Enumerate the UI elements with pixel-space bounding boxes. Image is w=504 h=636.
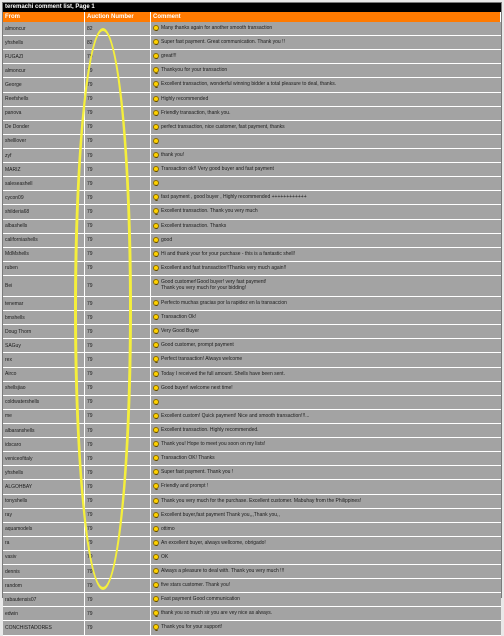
auction-number-cell: 79 xyxy=(85,579,151,592)
smiley-icon xyxy=(153,152,159,158)
comment-text: An excellent buyer, always wellcome, obrigado! xyxy=(161,539,266,546)
auction-number-cell: 79 xyxy=(85,353,151,366)
comment-text: Excellent transaction. Thanks xyxy=(161,222,227,229)
from-cell[interactable]: random xyxy=(3,579,85,592)
comment-text: fast payment , good buyer , Highly recommended ++++++++++++ xyxy=(161,194,307,201)
column-header-from: From xyxy=(3,12,85,22)
comment-text: Friendly transaction, thank you. xyxy=(161,109,231,116)
from-cell[interactable]: Airco xyxy=(3,368,85,381)
smiley-icon xyxy=(153,441,159,447)
comment-cell xyxy=(151,495,501,508)
smiley-icon xyxy=(153,582,159,588)
smiley-icon xyxy=(153,314,159,320)
from-cell[interactable]: panova xyxy=(3,107,85,120)
auction-number-cell: 79 xyxy=(85,50,151,63)
smiley-icon xyxy=(153,399,159,405)
from-cell[interactable]: ra xyxy=(3,537,85,550)
table-row xyxy=(3,205,501,219)
comment-text: Transaction Ok! xyxy=(161,314,197,321)
table-row xyxy=(3,107,501,121)
from-cell[interactable]: De Donder xyxy=(3,121,85,134)
table-row xyxy=(3,593,501,607)
table-row xyxy=(3,551,501,565)
smiley-icon xyxy=(153,110,159,116)
table-header xyxy=(3,12,501,22)
from-cell[interactable]: me xyxy=(3,410,85,423)
from-cell[interactable]: Doug Thorn xyxy=(3,325,85,338)
comment-text: perfect transaction, nice customer, fast payment, thanks xyxy=(161,123,285,130)
smiley-icon xyxy=(153,166,159,172)
from-cell[interactable]: George xyxy=(3,78,85,91)
comment-text: great!!! xyxy=(161,53,177,60)
comment-cell xyxy=(151,607,501,620)
comment-text: Perfect transaction! Always welcome xyxy=(161,356,243,363)
table-row xyxy=(3,36,501,50)
comment-cell xyxy=(151,523,501,536)
comment-text: Super fast payment. Thank you ! xyxy=(161,469,234,476)
comment-cell xyxy=(151,621,501,634)
from-cell[interactable]: tenemar xyxy=(3,297,85,310)
table-row xyxy=(3,149,501,163)
comment-cell xyxy=(151,410,501,423)
smiley-icon xyxy=(153,279,159,285)
auction-number-cell: 79 xyxy=(85,121,151,134)
smiley-icon xyxy=(153,265,159,271)
table-row xyxy=(3,607,501,621)
table-row xyxy=(3,452,501,466)
smiley-icon xyxy=(153,455,159,461)
smiley-icon xyxy=(153,469,159,475)
auction-number-cell: 79 xyxy=(85,107,151,120)
comment-text: Excellent custom! Quick payment! Nice and smooth transaction!!!... xyxy=(161,412,310,419)
from-cell[interactable]: dennis xyxy=(3,565,85,578)
auction-number-cell: 79 xyxy=(85,438,151,451)
smiley-icon xyxy=(153,526,159,532)
auction-number-cell: 79 xyxy=(85,205,151,218)
table-row xyxy=(3,220,501,234)
comment-text: Transaction OK! Thanks xyxy=(161,455,215,462)
comment-cell xyxy=(151,452,501,465)
from-cell[interactable]: idscaro xyxy=(3,438,85,451)
comment-cell xyxy=(151,509,501,522)
table-row xyxy=(3,276,501,297)
from-cell[interactable]: vasiv xyxy=(3,551,85,564)
from-cell[interactable]: almoncur xyxy=(3,22,85,35)
auction-number-cell: 79 xyxy=(85,135,151,148)
smiley-icon xyxy=(153,596,159,602)
comment-cell xyxy=(151,78,501,91)
auction-number-cell: 79 xyxy=(85,276,151,296)
from-cell[interactable]: tonyshells xyxy=(3,495,85,508)
from-cell[interactable]: cycon09 xyxy=(3,191,85,204)
from-cell[interactable]: yhshells xyxy=(3,36,85,49)
comment-cell xyxy=(151,149,501,162)
comment-text: Thank you! Hope to meet you soon on my lists! xyxy=(161,441,266,448)
comment-cell xyxy=(151,163,501,176)
from-cell[interactable]: californiashells xyxy=(3,234,85,247)
comment-cell xyxy=(151,311,501,324)
smiley-icon xyxy=(153,251,159,257)
smiley-icon xyxy=(153,53,159,59)
smiley-icon xyxy=(153,96,159,102)
comment-cell xyxy=(151,262,501,275)
comment-cell xyxy=(151,438,501,451)
auction-number-cell: 79 xyxy=(85,163,151,176)
comment-cell xyxy=(151,64,501,77)
from-cell[interactable]: shellsjiao xyxy=(3,382,85,395)
smiley-icon xyxy=(153,568,159,574)
smiley-icon xyxy=(153,385,159,391)
auction-number-cell: 79 xyxy=(85,149,151,162)
smiley-icon xyxy=(153,300,159,306)
smiley-icon xyxy=(153,208,159,214)
comment-text: Friendly and prompt ! xyxy=(161,483,209,490)
smiley-icon xyxy=(153,81,159,87)
comment-cell xyxy=(151,107,501,120)
from-cell[interactable]: edwin xyxy=(3,607,85,620)
table-row xyxy=(3,262,501,276)
comment-cell xyxy=(151,325,501,338)
auction-number-cell: 82 xyxy=(85,36,151,49)
comment-cell xyxy=(151,537,501,550)
comment-text: Hi and thank your for your purchase - this is a fantastic shell! xyxy=(161,250,295,257)
comment-cell xyxy=(151,353,501,366)
comment-table-body xyxy=(3,22,501,636)
smiley-icon xyxy=(153,512,159,518)
table-row xyxy=(3,353,501,367)
auction-number-cell: 79 xyxy=(85,396,151,409)
table-row xyxy=(3,177,501,191)
comment-text: Perfecto muchas gracias por la rapidez en la transaccion xyxy=(161,299,287,306)
auction-number-cell: 79 xyxy=(85,509,151,522)
column-header-auction-number: Auction Number xyxy=(85,12,151,22)
smiley-icon xyxy=(153,180,159,186)
table-row xyxy=(3,311,501,325)
auction-number-cell: 79 xyxy=(85,339,151,352)
from-cell[interactable]: rex xyxy=(3,353,85,366)
smiley-icon xyxy=(153,25,159,31)
comment-text: ottimo xyxy=(161,525,175,532)
smiley-icon xyxy=(153,237,159,243)
from-cell[interactable]: Reefshells xyxy=(3,93,85,106)
comment-text: Excellent buyer,fast payment Thank you,,,Thank you,, xyxy=(161,511,280,518)
from-cell[interactable]: almoncur xyxy=(3,64,85,77)
page-title: teremachi comment list, Page 1 xyxy=(3,3,501,12)
smiley-icon xyxy=(153,610,159,616)
auction-number-cell: 79 xyxy=(85,311,151,324)
table-row xyxy=(3,163,501,177)
smiley-icon xyxy=(153,342,159,348)
table-row xyxy=(3,248,501,262)
comment-cell xyxy=(151,121,501,134)
comment-cell xyxy=(151,551,501,564)
smiley-icon xyxy=(153,427,159,433)
auction-number-cell: 79 xyxy=(85,297,151,310)
smiley-icon xyxy=(153,138,159,144)
comment-text: Good customer, prompt payment xyxy=(161,342,234,349)
table-row xyxy=(3,509,501,523)
comment-text: Thankyou for your transaction xyxy=(161,67,228,74)
auction-number-cell: 79 xyxy=(85,495,151,508)
comment-text: Fast payment Good communication xyxy=(161,596,240,603)
from-cell[interactable]: ALGOHBAY xyxy=(3,480,85,493)
table-row xyxy=(3,424,501,438)
auction-number-cell: 79 xyxy=(85,410,151,423)
auction-number-cell: 79 xyxy=(85,480,151,493)
table-row xyxy=(3,325,501,339)
auction-number-cell: 79 xyxy=(85,262,151,275)
from-cell[interactable]: MdMshells xyxy=(3,248,85,261)
auction-number-cell: 79 xyxy=(85,565,151,578)
comment-list-sheet xyxy=(2,2,502,632)
from-cell[interactable]: saleseashell xyxy=(3,177,85,190)
comment-text: Excellent and fast transaction!!Thanks very much again!! xyxy=(161,264,287,271)
table-row xyxy=(3,93,501,107)
comment-cell xyxy=(151,36,501,49)
from-cell[interactable]: yhshells xyxy=(3,466,85,479)
auction-number-cell: 79 xyxy=(85,177,151,190)
smiley-icon xyxy=(153,624,159,630)
comment-cell xyxy=(151,234,501,247)
comment-cell xyxy=(151,191,501,204)
auction-number-cell: 82 xyxy=(85,22,151,35)
comment-cell xyxy=(151,565,501,578)
smiley-icon xyxy=(153,328,159,334)
auction-number-cell: 79 xyxy=(85,593,151,606)
smiley-icon xyxy=(153,554,159,560)
comment-text: five stars customer. Thank you! xyxy=(161,582,231,589)
comment-text: Always a pleasure to deal with. Thank you very much !!! xyxy=(161,568,285,575)
table-row xyxy=(3,339,501,353)
comment-text: Many thanks again for another smooth transaction xyxy=(161,25,273,31)
table-row xyxy=(3,297,501,311)
comment-text: Thank you very much for the purchase. Excellent customer. Mabuhay from the Philippines! xyxy=(161,497,362,504)
comment-cell xyxy=(151,297,501,310)
comment-cell xyxy=(151,339,501,352)
auction-number-cell: 79 xyxy=(85,523,151,536)
smiley-icon xyxy=(153,67,159,73)
from-cell[interactable]: shilderia68 xyxy=(3,205,85,218)
table-row xyxy=(3,368,501,382)
table-row xyxy=(3,466,501,480)
smiley-icon xyxy=(153,483,159,489)
comment-cell xyxy=(151,205,501,218)
comment-text: Excellent transaction. Thank you very much xyxy=(161,208,258,215)
table-row xyxy=(3,191,501,205)
comment-text: good xyxy=(161,236,173,243)
auction-number-cell: 79 xyxy=(85,424,151,437)
from-cell[interactable]: MARIZ xyxy=(3,163,85,176)
comment-cell xyxy=(151,276,501,296)
smiley-icon xyxy=(153,124,159,130)
table-row xyxy=(3,410,501,424)
from-cell[interactable]: coldwatershells xyxy=(3,396,85,409)
auction-number-cell: 79 xyxy=(85,220,151,233)
auction-number-cell: 79 xyxy=(85,537,151,550)
table-row xyxy=(3,121,501,135)
table-row xyxy=(3,135,501,149)
table-row xyxy=(3,78,501,92)
from-cell[interactable]: zyf xyxy=(3,149,85,162)
column-header-comment: Comment xyxy=(151,12,501,22)
from-cell[interactable]: rabautensis07 xyxy=(3,593,85,606)
comment-text: Good customer!Good buyer! very fast payment! Thank you very much for your bidding! xyxy=(161,278,267,291)
table-row xyxy=(3,382,501,396)
comment-text: thank you so much sir you are vey nice as always. xyxy=(161,610,273,617)
comment-text: OK xyxy=(161,553,169,560)
table-row xyxy=(3,64,501,78)
auction-number-cell: 79 xyxy=(85,452,151,465)
comment-cell xyxy=(151,135,501,148)
smiley-icon xyxy=(153,39,159,45)
comment-cell xyxy=(151,220,501,233)
comment-text: Transaction ok!! Very good buyer and fast payment xyxy=(161,166,274,173)
comment-cell xyxy=(151,593,501,606)
smiley-icon xyxy=(153,498,159,504)
auction-number-cell: 79 xyxy=(85,382,151,395)
comment-cell xyxy=(151,177,501,190)
comment-text: Thank you for your support! xyxy=(161,624,223,631)
table-row xyxy=(3,537,501,551)
from-cell[interactable]: ruben xyxy=(3,262,85,275)
auction-number-cell: 79 xyxy=(85,368,151,381)
comment-text: Excellent transaction. Highly recommended. xyxy=(161,426,259,433)
auction-number-cell: 79 xyxy=(85,325,151,338)
from-cell[interactable]: aquamodels xyxy=(3,523,85,536)
from-cell[interactable]: SAGuy xyxy=(3,339,85,352)
comment-cell xyxy=(151,50,501,63)
from-cell[interactable]: veniceofitaly xyxy=(3,452,85,465)
comment-cell xyxy=(151,248,501,261)
auction-number-cell: 79 xyxy=(85,466,151,479)
auction-number-cell: 79 xyxy=(85,248,151,261)
auction-number-cell: 79 xyxy=(85,234,151,247)
smiley-icon xyxy=(153,371,159,377)
auction-number-cell: 79 xyxy=(85,93,151,106)
auction-number-cell: 79 xyxy=(85,64,151,77)
comment-text: Excellent transaction, wonderful winning bidder a total pleasure to deal, thanks. xyxy=(161,81,337,88)
comment-text: Good buyer! welcome next time! xyxy=(161,384,233,391)
from-cell[interactable]: Bei xyxy=(3,276,85,296)
comment-text: thank you! xyxy=(161,151,185,158)
auction-number-cell: 79 xyxy=(85,621,151,634)
table-row xyxy=(3,495,501,509)
auction-number-cell: 79 xyxy=(85,78,151,91)
table-row xyxy=(3,50,501,64)
auction-number-cell: 79 xyxy=(85,551,151,564)
auction-number-cell: 79 xyxy=(85,191,151,204)
table-row xyxy=(3,523,501,537)
comment-cell xyxy=(151,396,501,409)
table-row xyxy=(3,480,501,494)
comment-cell xyxy=(151,93,501,106)
comment-text: Today I received the full amount. Shells have been sent. xyxy=(161,370,285,377)
comment-cell xyxy=(151,480,501,493)
smiley-icon xyxy=(153,223,159,229)
smiley-icon xyxy=(153,356,159,362)
smiley-icon xyxy=(153,413,159,419)
from-cell[interactable]: shelllover xyxy=(3,135,85,148)
table-row xyxy=(3,565,501,579)
smiley-icon xyxy=(153,194,159,200)
comment-cell xyxy=(151,579,501,592)
from-cell[interactable]: CONCHISTADORES xyxy=(3,621,85,634)
comment-cell xyxy=(151,368,501,381)
auction-number-cell: 79 xyxy=(85,607,151,620)
comment-cell xyxy=(151,382,501,395)
from-cell[interactable]: FUGAZI xyxy=(3,50,85,63)
comment-text: Super fast payment. Great communication. Thank you !! xyxy=(161,39,285,46)
table-row xyxy=(3,396,501,410)
comment-cell xyxy=(151,22,501,35)
table-row xyxy=(3,438,501,452)
comment-text: Very Good Buyer xyxy=(161,328,200,335)
smiley-icon xyxy=(153,540,159,546)
table-row xyxy=(3,621,501,635)
from-cell[interactable]: albaranshells xyxy=(3,424,85,437)
from-cell[interactable]: ray xyxy=(3,509,85,522)
from-cell[interactable]: bmshells xyxy=(3,311,85,324)
table-row xyxy=(3,579,501,593)
table-row xyxy=(3,22,501,36)
from-cell[interactable]: albashells xyxy=(3,220,85,233)
comment-cell xyxy=(151,424,501,437)
comment-cell xyxy=(151,466,501,479)
comment-text: Highly recommended xyxy=(161,95,209,102)
table-row xyxy=(3,234,501,248)
